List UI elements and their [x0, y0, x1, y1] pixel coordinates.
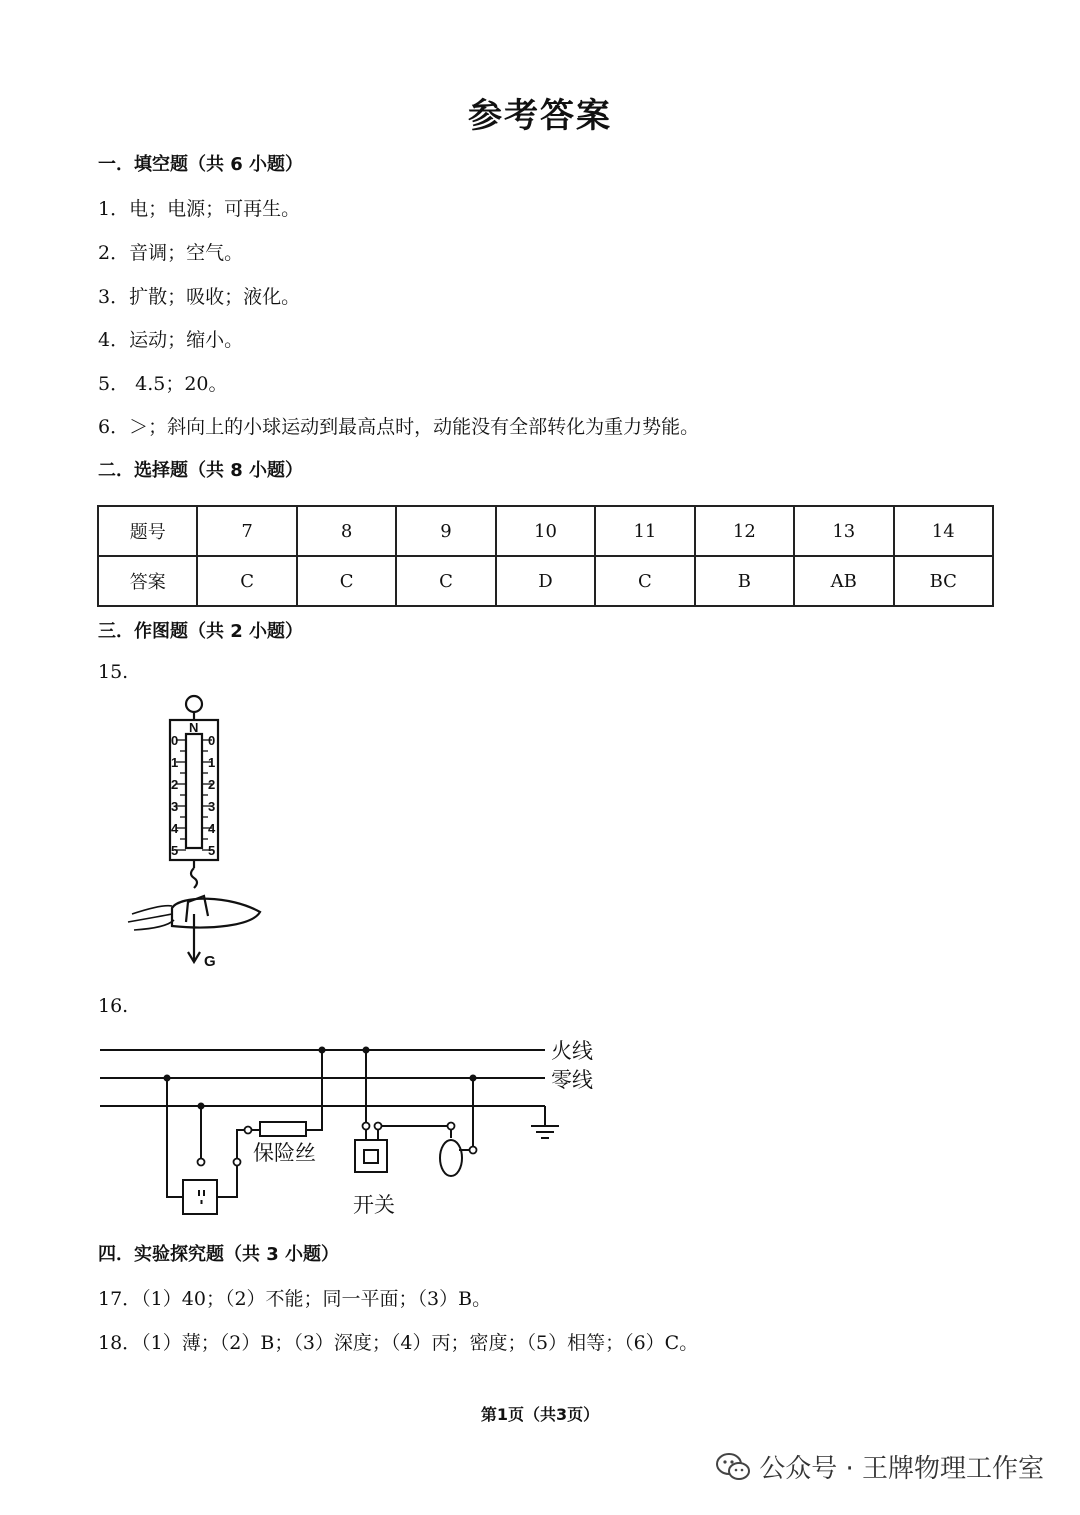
section-drawing-heading: 三．作图题（共 2 小题）	[98, 621, 304, 642]
switch-box	[355, 1140, 387, 1172]
answer-2: 2．音调；空气。	[98, 242, 244, 264]
answer-5: 5． 4.5；20。	[98, 373, 228, 395]
answer-cell: AB	[794, 556, 893, 606]
scale-tick-left: 4	[171, 821, 179, 836]
question-number-cell: 14	[894, 506, 994, 556]
spring-scale-figure	[120, 690, 280, 980]
answer-cell: B	[695, 556, 794, 606]
choice-answer-table	[97, 505, 994, 607]
page-footer: 第1页（共3页）	[480, 1405, 600, 1424]
answer-cell: D	[496, 556, 595, 606]
answer-cell: C	[297, 556, 396, 606]
answer-6: 6．＞；斜向上的小球运动到最高点时，动能没有全部转化为重力势能。	[98, 416, 700, 438]
table-row	[98, 506, 993, 556]
scale-tick-left: 5	[171, 843, 179, 858]
wechat-icon	[715, 1452, 751, 1482]
answer-17: 17．（1）40；（2）不能；同一平面；（3）B。	[98, 1288, 492, 1310]
page-title: 参考答案	[468, 96, 612, 136]
live-wire-label: 火线	[551, 1039, 593, 1063]
scale-tick-left: 3	[171, 799, 179, 814]
watermark	[715, 1448, 1044, 1485]
table-header-cell: 题号	[98, 506, 197, 556]
household-circuit-figure	[95, 1030, 625, 1220]
answer-cell: C	[396, 556, 495, 606]
answer-3: 3．扩散；吸收；液化。	[98, 286, 301, 308]
table-row	[98, 556, 993, 606]
question-number-cell: 8	[297, 506, 396, 556]
answer-cell: BC	[894, 556, 994, 606]
question-number-cell: 7	[197, 506, 296, 556]
scale-tick-right: 4	[208, 821, 216, 836]
gravity-label: G	[204, 953, 216, 970]
question-number-cell: 10	[496, 506, 595, 556]
question-number-cell: 11	[595, 506, 694, 556]
question-number-cell: 13	[794, 506, 893, 556]
answer-cell: C	[197, 556, 296, 606]
fuse	[260, 1122, 306, 1136]
scale-tick-right: 1	[208, 755, 216, 770]
answer-1: 1．电；电源；可再生。	[98, 198, 301, 220]
section-fill-heading: 一．填空题（共 6 小题）	[98, 154, 304, 175]
scale-tick-right: 0	[208, 733, 216, 748]
scale-tick-right: 5	[208, 843, 216, 858]
light-bulb	[440, 1140, 462, 1176]
scale-tick-left: 1	[171, 755, 179, 770]
socket	[183, 1180, 217, 1214]
scale-ring	[186, 696, 202, 712]
switch-label: 开关	[353, 1193, 395, 1217]
section-choice-heading: 二．选择题（共 8 小题）	[98, 460, 304, 481]
watermark-text: 公众号 · 王牌物理工作室	[759, 1454, 1044, 1484]
carrot-shape	[172, 899, 260, 928]
question-16-label: 16.	[98, 995, 129, 1017]
scale-tick-right: 2	[208, 777, 216, 792]
scale-top-label: N	[189, 720, 199, 735]
fuse-label: 保险丝	[253, 1141, 316, 1165]
table-header-cell: 答案	[98, 556, 197, 606]
answer-4: 4．运动；缩小。	[98, 329, 244, 351]
scale-tick-right: 3	[208, 799, 216, 814]
answer-18: 18．（1）薄；（2）B；（3）深度；（4）丙；密度；（5）相等；（6）C。	[98, 1332, 699, 1354]
scale-tick-left: 2	[171, 777, 179, 792]
neutral-wire-label: 零线	[551, 1068, 593, 1092]
answer-cell: C	[595, 556, 694, 606]
question-15-label: 15.	[98, 661, 129, 683]
question-number-cell: 12	[695, 506, 794, 556]
question-number-cell: 9	[396, 506, 495, 556]
section-experiment-heading: 四．实验探究题（共 3 小题）	[98, 1244, 340, 1265]
scale-tick-left: 0	[171, 733, 179, 748]
